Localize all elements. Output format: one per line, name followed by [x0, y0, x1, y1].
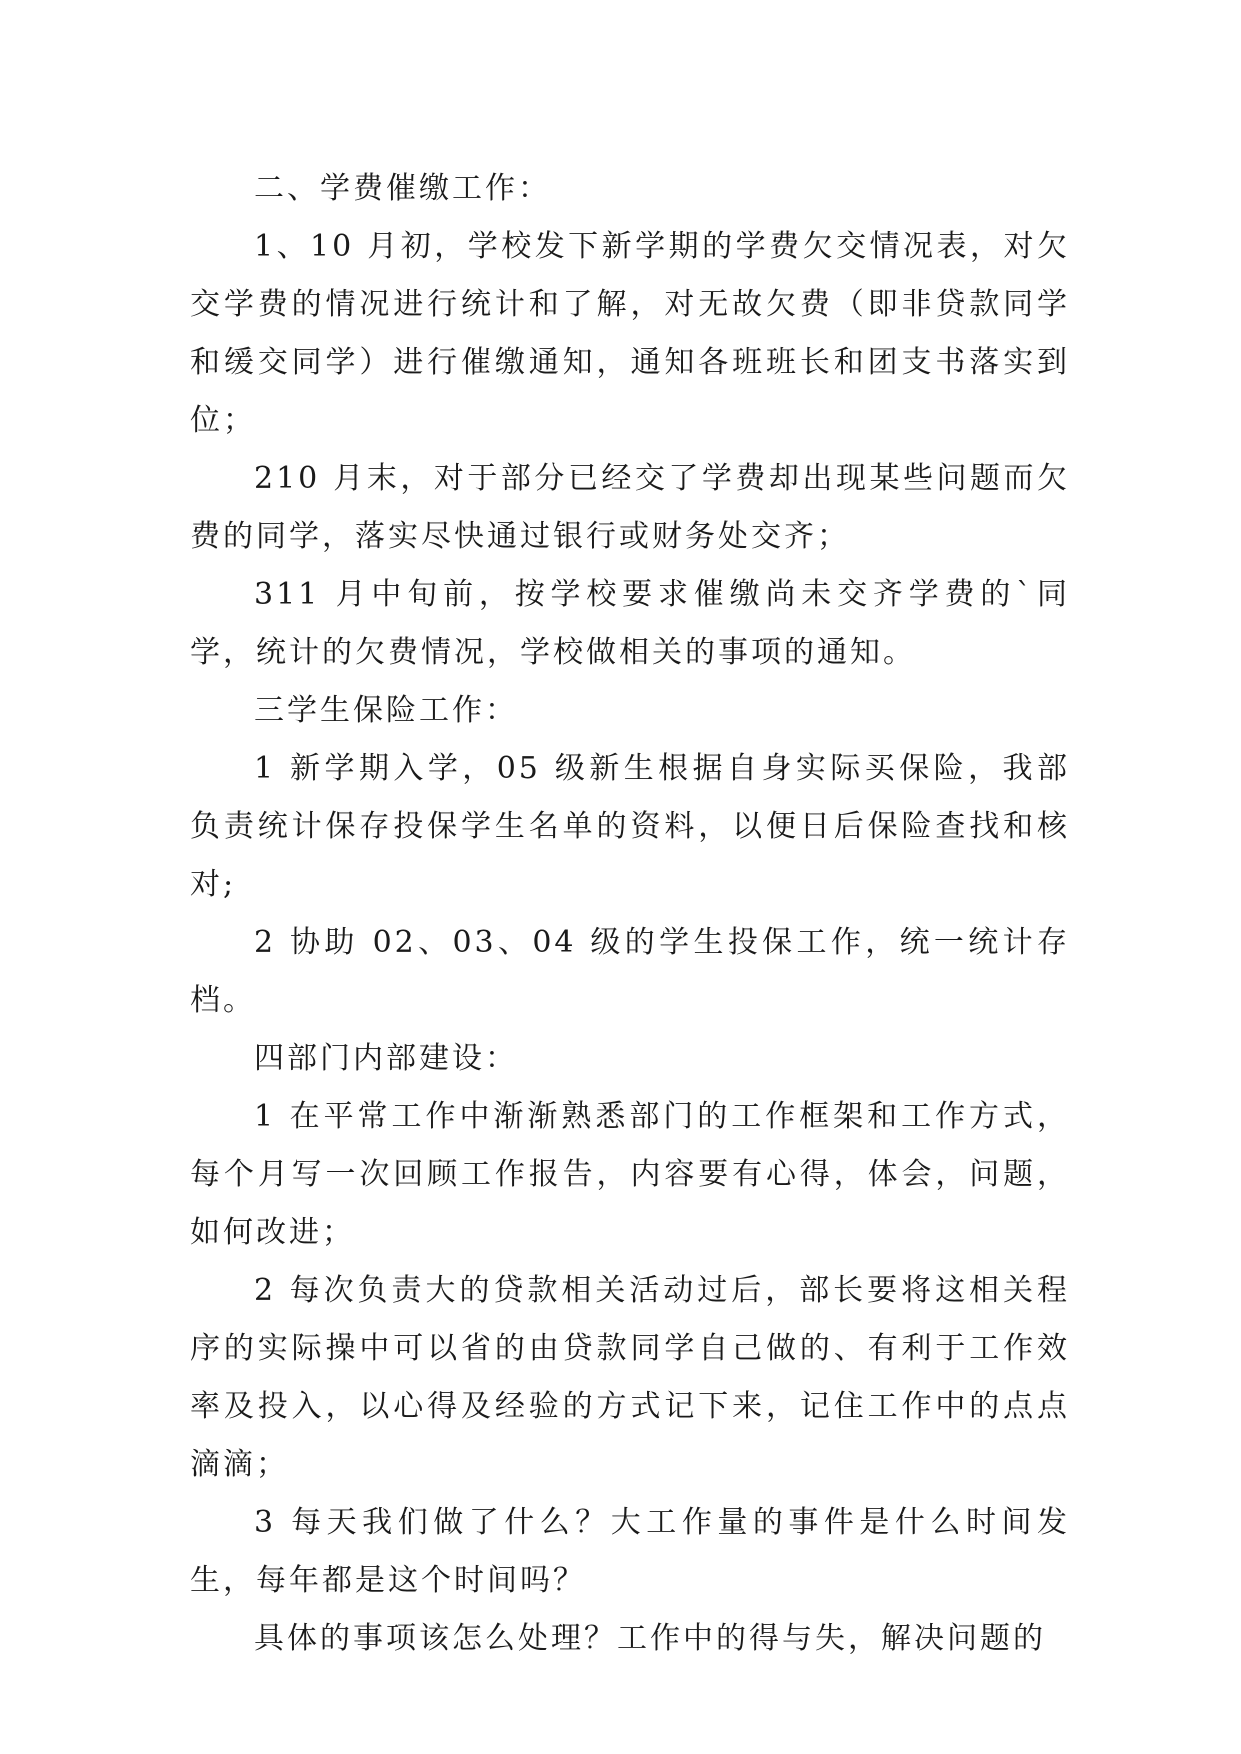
- paragraph: 311 月中旬前，按学校要求催缴尚未交齐学费的`同学，统计的欠费情况，学校做相关的事项的通知。: [190, 577, 1070, 670]
- document-body: [190, 160, 1070, 1668]
- section-heading-tuition: 二、学费催缴工作：: [254, 171, 551, 206]
- paragraph: 1 新学期入学，05 级新生根据自身实际买保险，我部负责统计保存投保学生名单的资料，以便日后保险查找和核对;: [190, 751, 1070, 902]
- paragraph: 1 在平常工作中渐渐熟悉部门的工作框架和工作方式，每个月写一次回顾工作报告，内容要有心得，体会，问题，如何改进；: [190, 1099, 1070, 1250]
- paragraph: 2 每次负责大的贷款相关活动过后，部长要将这相关程序的实际操中可以省的由贷款同学自己做的、有利于工作效率及投入，以心得及经验的方式记下来，记住工作中的点点滴滴；: [190, 1273, 1070, 1482]
- section-heading-internal: 四部门内部建设：: [254, 1041, 518, 1076]
- paragraph: 3 每天我们做了什么？大工作量的事件是什么时间发生，每年都是这个时间吗？: [190, 1505, 1070, 1598]
- paragraph: 1、10 月初，学校发下新学期的学费欠交情况表，对欠交学费的情况进行统计和了解，对无故欠费（即非贷款同学和缓交同学）进行催缴通知，通知各班班长和团支书落实到位；: [190, 229, 1070, 438]
- section-heading-insurance: 三学生保险工作：: [254, 693, 518, 728]
- paragraph: 210 月末，对于部分已经交了学费却出现某些问题而欠费的同学，落实尽快通过银行或财务处交齐；: [190, 461, 1070, 554]
- paragraph: 具体的事项该怎么处理？工作中的得与失，解决问题的: [254, 1621, 1046, 1656]
- paragraph: 2 协助 02、03、04 级的学生投保工作，统一统计存档。: [190, 925, 1070, 1018]
